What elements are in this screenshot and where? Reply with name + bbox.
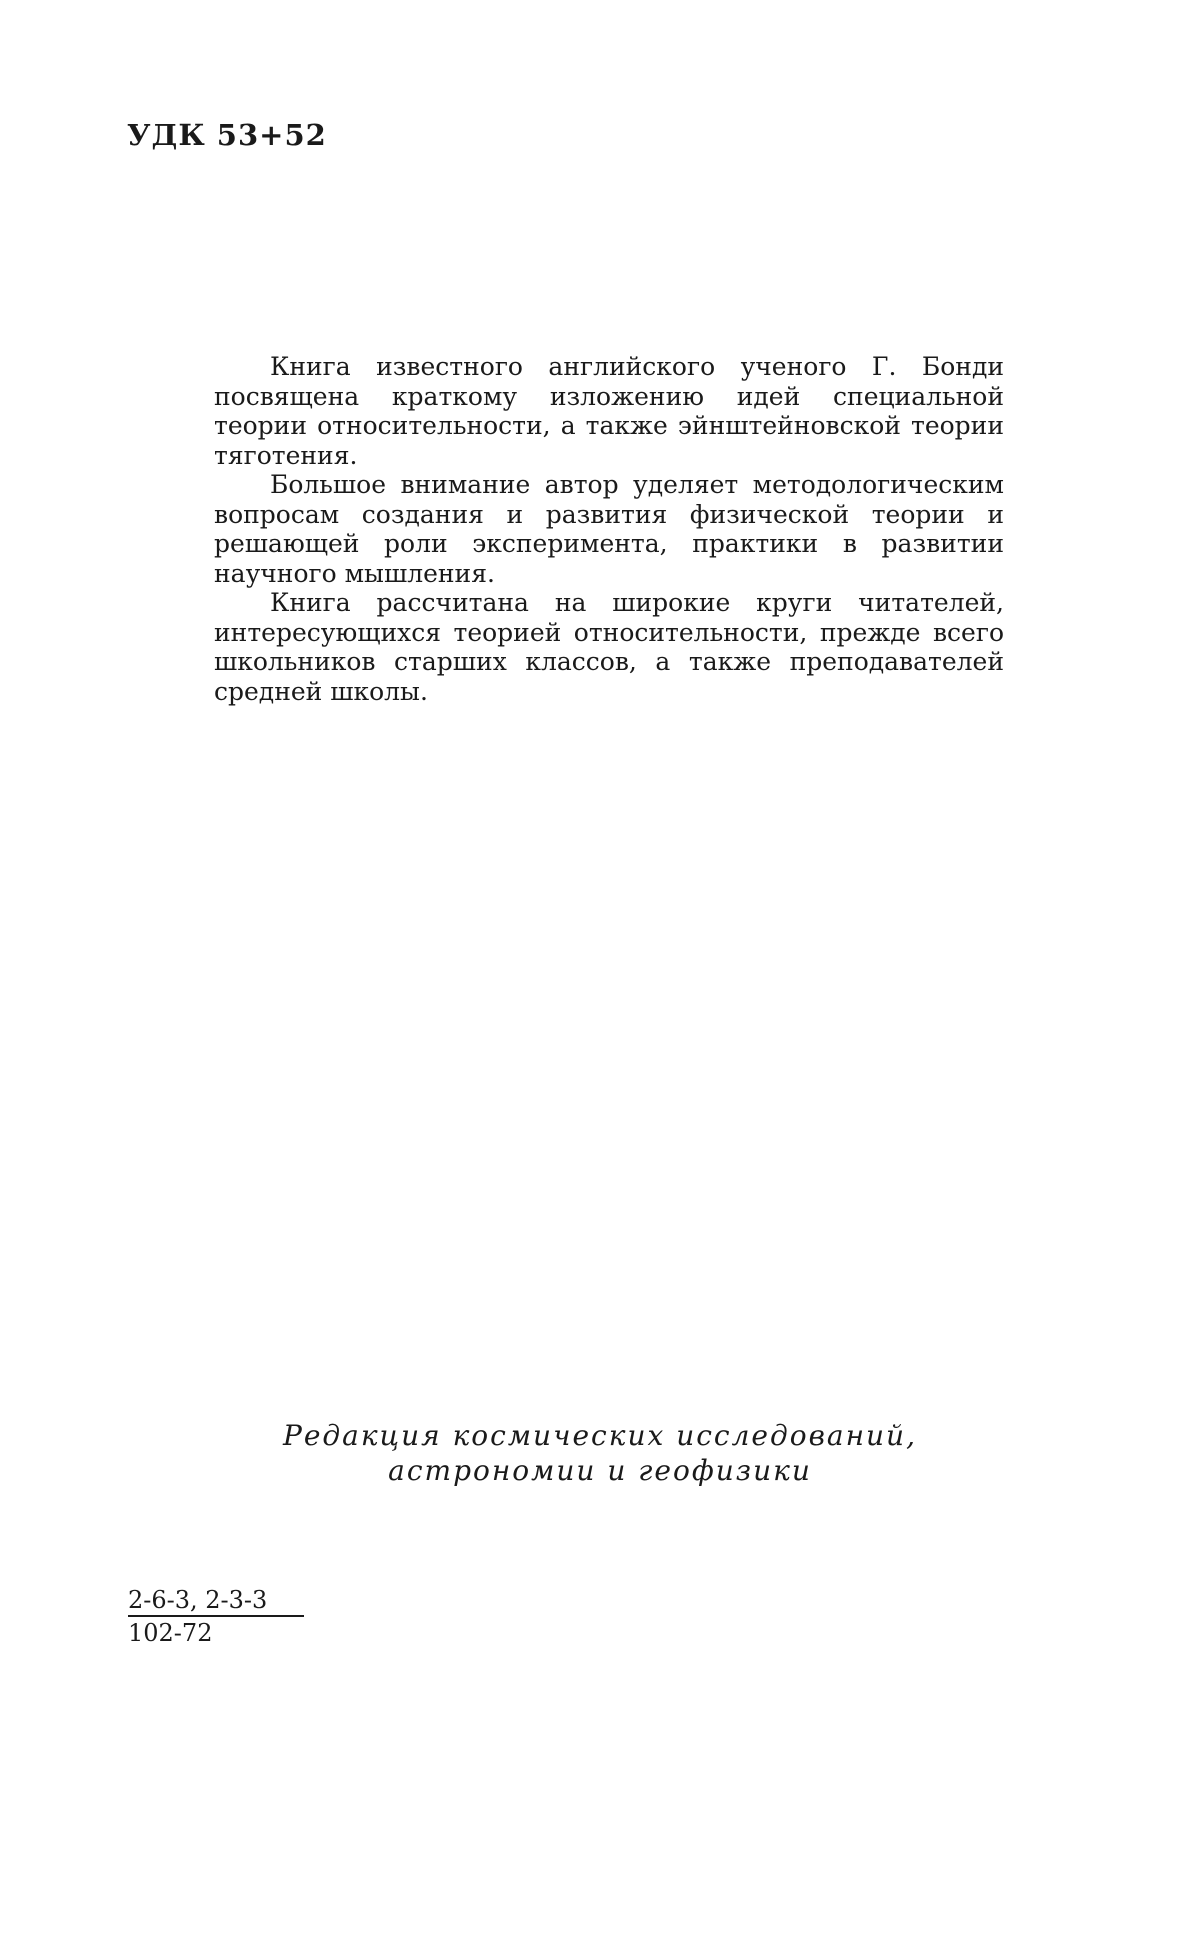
annotation [214,352,1004,706]
editorial-line-2: астрономии и геофизики [388,1454,812,1487]
publication-code-numerator: 2-6-3, 2-3-3 [128,1586,304,1617]
udk-code: УДК 53+52 [127,118,327,152]
annotation-paragraph: Книга рассчитана на широкие круги читателей, интересующихся теорией относительности, прежде всего школьников старших классов, а также преподавателей средней школы. [214,588,1004,706]
publication-code-denominator: 102-72 [128,1619,213,1647]
publication-code [128,1586,304,1647]
annotation-paragraph: Большое внимание автор уделяет методологическим вопросам создания и развития физической теории и решающей роли эксперимента, практики в развитии научного мышления. [214,470,1004,588]
annotation-paragraph: Книга известного английского ученого Г. Бонди посвящена краткому изложению идей специальной теории относительности, а также эйнштейновской теории тяготения. [214,352,1004,470]
editorial-office [240,1418,960,1488]
editorial-line-1: Редакция космических исследований, [282,1419,917,1452]
